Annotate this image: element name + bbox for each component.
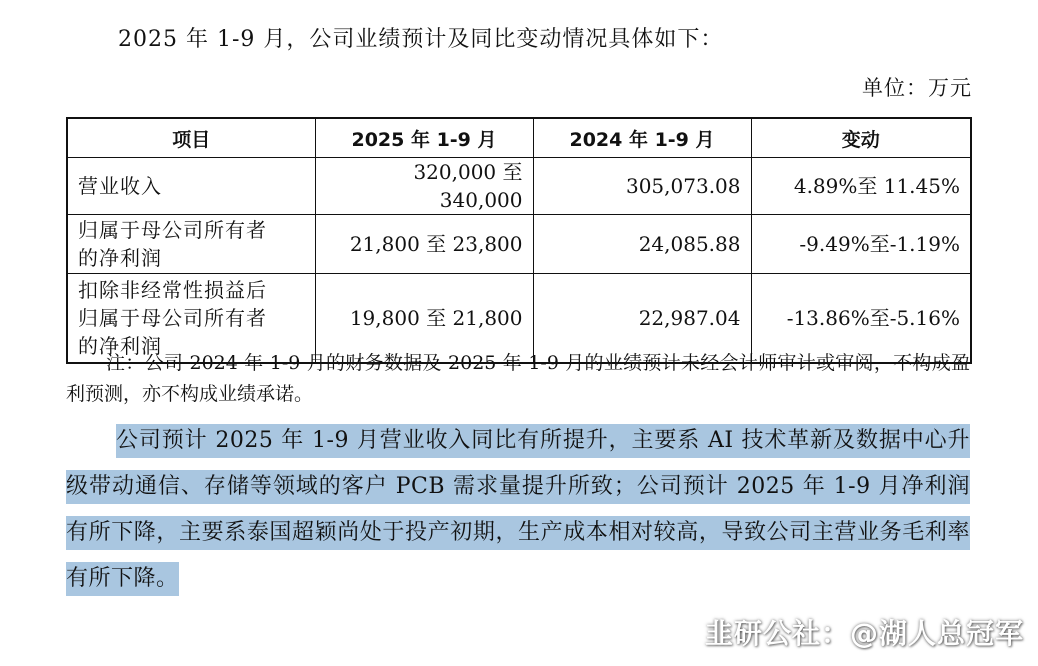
row-item-line: 营业收入 (78, 174, 162, 198)
row-change: -13.86%至-5.16% (751, 274, 971, 364)
watermark: 韭研公社：@湖人总冠军 (704, 617, 1024, 650)
header-change: 变动 (751, 118, 971, 158)
unit-label: 单位：万元 (862, 76, 972, 100)
table-row (67, 215, 971, 274)
highlighted-text: 公司预计 2025 年 1-9 月营业收入同比有所提升，主要系 AI 技术革新及数据中心升级带动通信、存储等领域的客户 PCB 需求量提升所致；公司预计 2025 年 1-9 月净利润有所下降，主要系泰国超颖尚处于投产初期，生产成本相对较高，导致公司主营业务毛利率有所下降。 (66, 424, 970, 596)
row-value-2025: 19,800 至 21,800 (315, 274, 533, 364)
row-item (67, 158, 315, 215)
row-item-line: 归属于母公司所有者 (78, 218, 267, 242)
header-2025: 2025 年 1-9 月 (315, 118, 533, 158)
row-item-line: 归属于母公司所有者 (78, 306, 267, 330)
row-value-2024: 305,073.08 (533, 158, 751, 215)
forecast-table (66, 117, 972, 364)
row-item-line: 的净利润 (78, 246, 162, 270)
table-note: 注：公司 2024 年 1-9 月的财务数据及 2025 年 1-9 月的业绩预计未经会计师审计或审阅，不构成盈利预测，亦不构成业绩承诺。 (66, 352, 970, 405)
table-header-row (67, 118, 971, 158)
row-change: -9.49%至-1.19% (751, 215, 971, 274)
header-2024: 2024 年 1-9 月 (533, 118, 751, 158)
intro-line: 2025 年 1-9 月，公司业绩预计及同比变动情况具体如下： (118, 27, 724, 52)
header-item: 项目 (67, 118, 315, 158)
explanation-paragraph (66, 418, 970, 602)
row-item (67, 215, 315, 274)
row-value-2024: 22,987.04 (533, 274, 751, 364)
row-item-line: 扣除非经常性损益后 (78, 278, 267, 302)
row-value-2024: 24,085.88 (533, 215, 751, 274)
table-row (67, 158, 971, 215)
row-value-2025: 21,800 至 23,800 (315, 215, 533, 274)
row-change: 4.89%至 11.45% (751, 158, 971, 215)
row-value-2025: 320,000 至 340,000 (315, 158, 533, 215)
row-item-line: 的净利润 (78, 334, 162, 358)
